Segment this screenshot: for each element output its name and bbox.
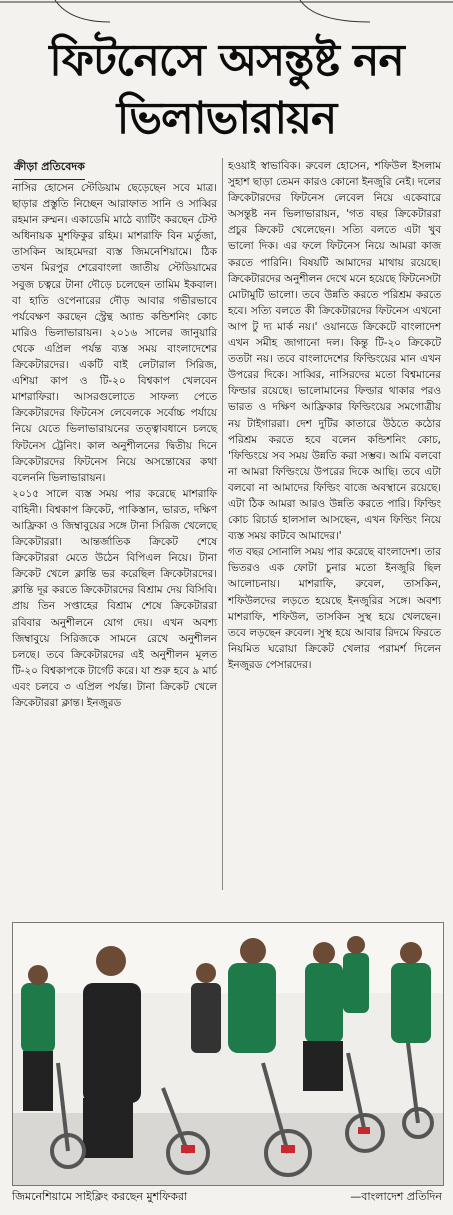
column-divider (222, 158, 223, 890)
photo-caption: জিমনেশিয়ামে সাইক্লিং করছেন মুশফিকরা (12, 1190, 188, 1203)
paragraph: গত বছর সোনালি সময় পার করেছে বাংলাদেশ। তার ভিতরও এক ফোটা চুনার মতো ইনজুরি ছিল আলোচনায়। মাশরাফি, রুবেল, তাসকিন, শফিউলদের লড়তে হয়েছে ইনজুরির সঙ্গে। অবশ্য মাশরাফি, শফিউল, তাসকিন সুস্থ হয়ে খেলছেন। তবে লড়ছেন রুবেল। সুস্থ হয়ে আবার রিদমে ফিরতে নিয়মিত ঘরোয়া ক্রিকেট খেলার পরামর্শ দিলেন ইনজুরড পেসারদের। (228, 546, 441, 671)
headline-line-1: ফিটনেসে অসন্তুষ্ট নন (49, 35, 404, 86)
photo-credit: —বাংলাদেশ প্রতিদিন (350, 1190, 442, 1203)
article-column-right (228, 158, 441, 673)
gym-cycling-photo (12, 922, 444, 1186)
article-column-left (12, 180, 217, 711)
byline: ক্রীড়া প্রতিবেদক (14, 158, 85, 180)
top-decorative-rule (0, 0, 453, 26)
headline-line-2: ভিলাভারায়ন (116, 93, 337, 144)
headline (0, 32, 453, 148)
paragraph: নাসির হোসেন স্টেডিয়াম ছেড়েছেন সবে মাত্র। ছাড়ার প্রস্তুতি নিচ্ছেন আরাফাত সানি ও সাব্বির রহমান রুম্মন। একাডেমি মাঠে ব্যাটিং করছেন টেস্ট অধিনায়ক মুশফিকুর রহিম। মাশরাফি বিন মর্তুজা, তাসকিন আহমেদরা ব্যস্ত জিমনেশিয়ামে। ঠিক তখন মিরপুর শেরেবাংলা জাতীয় স্টেডিয়ামের সবুজ চত্বরে টানা দৌড়ে চলেছেন তামিম ইকবাল। বা হাতি ওপেনারের দৌড় আবার গভীরভাবে পর্যবেক্ষণ করছেন স্ট্রেন্থ অ্যান্ড কন্ডিশনিং কোচ মারিও ভিলাভারায়ন। ২০১৬ সালের জানুয়ারি থেকে এপ্রিল পর্যন্ত ব্যস্ত সময় বাংলাদেশের ক্রিকেটারদের। একটি বাই লেটারাল সিরিজ, এশিয়া কাপ ও টি-২০ বিশ্বকাপ খেলবেন মাশরাফিরা। আসরগুলোতে সাফল্য পেতে ক্রিকেটারদের ফিটনেস লেবেলকে সর্বোচ্চ পর্যায়ে নিয়ে যেতে ভিলাভারায়নের তত্ত্বাবধানে চলছে ফিটনেস ট্রেনিং। কাল অনুশীলনের দ্বিতীয় দিনে ক্রিকেটারদের ফিটনেস নিয়ে অসন্তোষের কথা বলেননি ভিলাভারায়ন। (12, 182, 217, 484)
paragraph: হওয়াই স্বাভাবিক। রুবেল হোসেন, শফিউল ইসলাম সুহাশ ছাড়া তেমন কারও কোনো ইনজুরি নেই। দলের ক্রিকেটারদের ফিটনেস লেবেল নিয়ে একেবারে অসন্তুষ্ট নন ভিলাভারায়ন, 'গত বছর ক্রিকেটাররা প্রচুর ক্রিকেট খেলেছেন। সত্যি বলতে এটা খুব ভালো দিক। এর ফলে ফিটনেস নিয়ে আমরা কাজ করতে পারিনি। বিষয়টি আমাদের মাথায় রয়েছে। ক্রিকেটারদের অনুশীলন দেখে মনে হয়েছে ফিটনেসটা মোটামুটি ভালো। তবে উন্নতি করতে পরিশ্রম করতে হবে। সত্যি বলতে কী ক্রিকেটারদের ফিটনেস এখনো আপ টু দ্য মার্ক নয়।' ওয়ানডে ক্রিকেটে বাংলাদেশ এখন সমীহ জাগানো দল। কিন্তু টি-২০ ক্রিকেটে ততটা নয়। তবে বাংলাদেশের ফিল্ডিংয়ের মান এখন উপরের দিকে। সাব্বির, নাসিরদের মতো বিশ্বমানের ফিল্ডার রয়েছে। ভালোমানের ফিল্ডার থাকার পরও ভারত ও দক্ষিণ আফ্রিকার ফিল্ডিংয়ের সমগোত্রীয় নয় টাইগাররা। দেশ দুটির কাতারে উঠতে কঠোর পরিশ্রম করতে হবে বলেন কন্ডিশনিং কোচ, 'ফিল্ডিংয়ে সব সময় উন্নতি করা সম্ভব। আমি বলবো না আমরা ফিল্ডিংয়ে উপরের দিকে আছি। তবে এটা বলবো না আমাদের ফিল্ডিং বাজে অবস্থানে রয়েছে। এটা ঠিক আমরা আরও উন্নতি করতে পারি। ফিল্ডিং কোচ রিচার্ড হালসাল আসছেন, এখন ফিল্ডিং নিয়ে ব্যস্ত সময় কাটবে আমাদের।' (228, 160, 441, 543)
paragraph: ২০১৫ সালে ব্যস্ত সময় পার করেছে মাশরাফি বাহিনী। বিশ্বকাপ ক্রিকেট, পাকিস্তান, ভারত, দক্ষিণ আফ্রিকা ও জিম্বাবুয়ের সঙ্গে টানা সিরিজ খেলেছে ক্রিকেটাররা। আন্তর্জাতিক ক্রিকেট শেষে ক্রিকেটাররা মেতে উঠেন বিপিএল নিয়ে। টানা ক্রিকেট খেলে ক্লান্তি ভর করেছিল ক্রিকেটারদের। ক্লান্তি দূর করতে ক্রিকেটারদের বিশ্রাম দেয় বিসিবি। প্রায় তিন সপ্তাহের বিশ্রাম শেষে ক্রিকেটাররা রবিবার অনুশীলনে যোগ দেয়। এখন অবশ্য জিম্বাবুয়ে সিরিজকে সামনে রেখে অনুশীলন চলছে। তবে ক্রিকেটারদের এই অনুশীলন মূলত টি-২০ বিশ্বকাপকে টার্গেট করে। যা শুরু হবে ৯ মার্চ এবং চলবে ৩ এপ্রিল পর্যন্ত। টানা ক্রিকেট খেলে ক্রিকেটাররা ক্লান্ত। ইনজুরড (12, 487, 217, 709)
